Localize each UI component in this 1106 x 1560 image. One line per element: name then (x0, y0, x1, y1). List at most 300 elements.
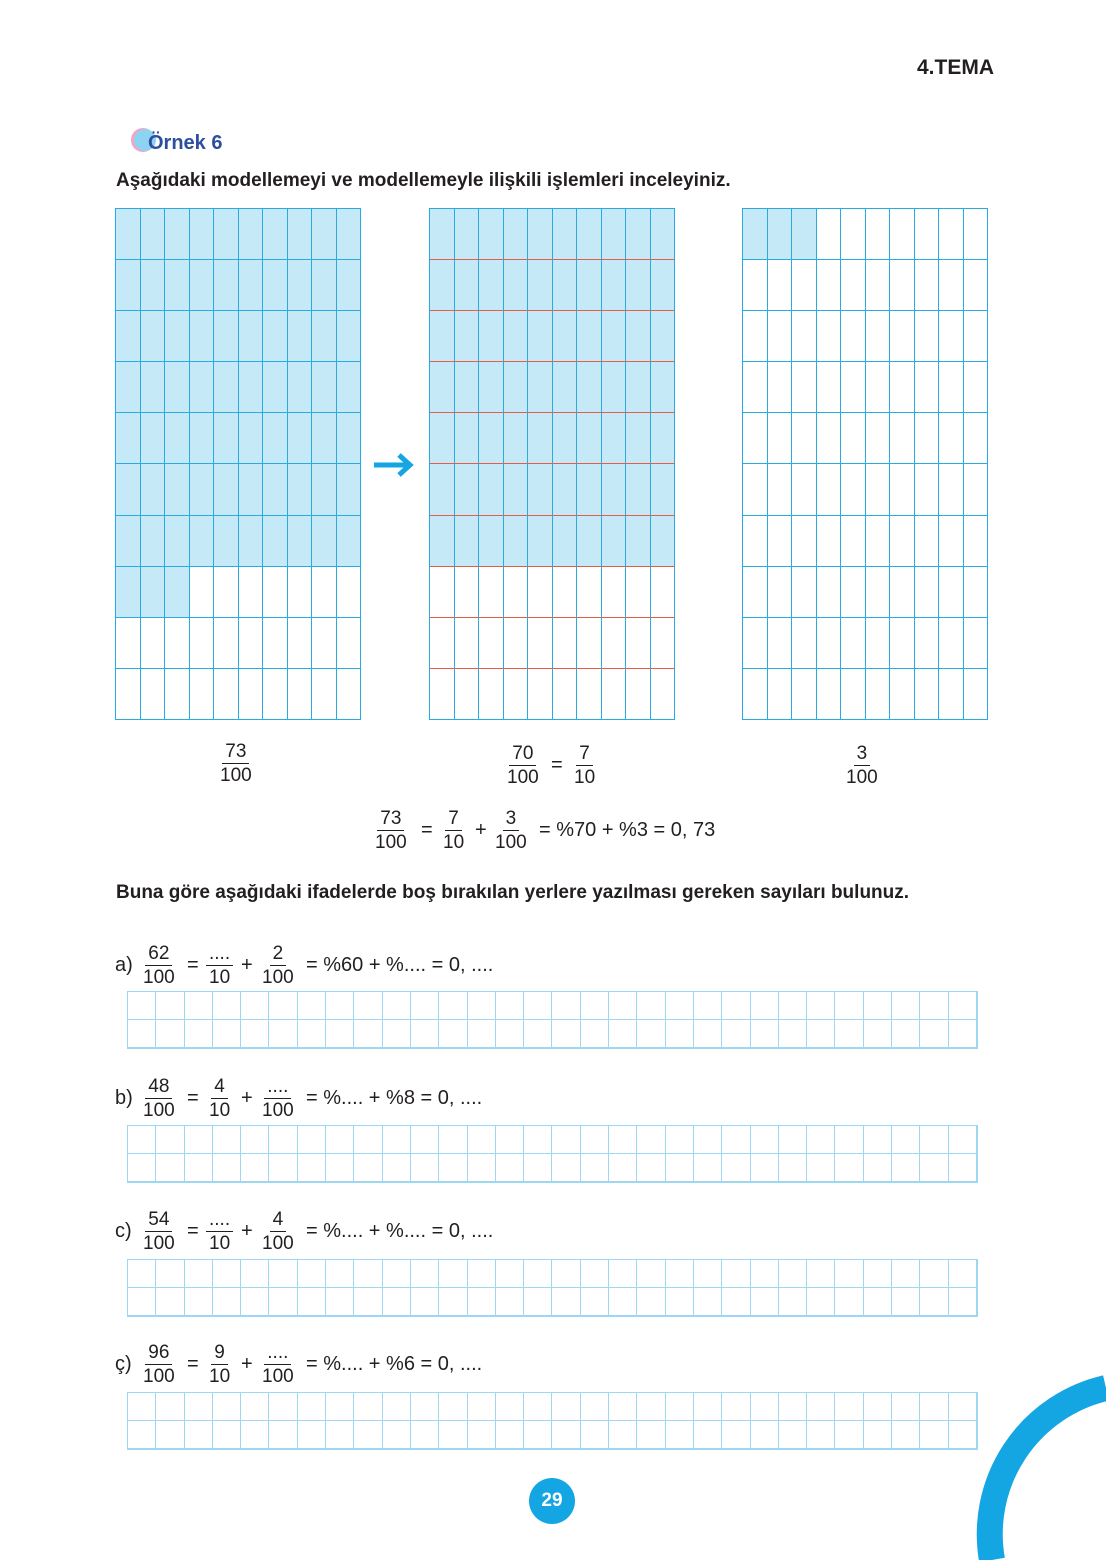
answer-cell[interactable] (892, 1288, 920, 1316)
model-cell (792, 209, 817, 260)
answer-cell[interactable] (383, 1154, 411, 1182)
model-cell (141, 464, 166, 515)
model-cell (841, 464, 866, 515)
answer-cell[interactable] (411, 1260, 439, 1288)
answer-cell[interactable] (807, 1393, 835, 1421)
answer-cell[interactable] (496, 992, 524, 1020)
model-label-3: $\frac{3}{100}$ (846, 743, 878, 788)
model-cell (312, 311, 337, 362)
answer-cell[interactable] (298, 1260, 326, 1288)
answer-cell[interactable] (524, 1288, 552, 1316)
answer-cell[interactable] (581, 992, 609, 1020)
answer-cell[interactable] (128, 1260, 156, 1288)
answer-cell[interactable] (751, 1260, 779, 1288)
answer-cell[interactable] (694, 1288, 722, 1316)
answer-cell[interactable] (609, 1260, 637, 1288)
model-cell (602, 362, 627, 413)
model-cell (214, 413, 239, 464)
model-cell (602, 618, 627, 669)
answer-cell[interactable] (722, 992, 750, 1020)
model-cell (165, 618, 190, 669)
answer-cell[interactable] (609, 1288, 637, 1316)
answer-cell[interactable] (156, 1260, 184, 1288)
answer-grid-c[interactable] (127, 1259, 978, 1317)
answer-cell[interactable] (637, 1393, 665, 1421)
answer-cell[interactable] (298, 1126, 326, 1154)
answer-grid-cc[interactable] (127, 1392, 978, 1450)
model-cell (504, 567, 529, 618)
answer-cell[interactable] (269, 1260, 297, 1288)
answer-cell[interactable] (666, 1020, 694, 1048)
answer-cell[interactable] (213, 1393, 241, 1421)
answer-cell[interactable] (383, 1421, 411, 1449)
exercise-b-equals: = (187, 1087, 199, 1109)
answer-cell[interactable] (835, 1260, 863, 1288)
answer-cell[interactable] (949, 1020, 977, 1048)
answer-cell[interactable] (920, 992, 948, 1020)
answer-cell[interactable] (581, 1421, 609, 1449)
model-cell (841, 209, 866, 260)
answer-cell[interactable] (156, 1288, 184, 1316)
answer-cell[interactable] (468, 992, 496, 1020)
answer-cell[interactable] (468, 1393, 496, 1421)
answer-cell[interactable] (383, 1126, 411, 1154)
model-cell (602, 567, 627, 618)
answer-cell[interactable] (411, 1020, 439, 1048)
answer-cell[interactable] (807, 1020, 835, 1048)
answer-cell[interactable] (892, 1126, 920, 1154)
answer-cell[interactable] (779, 1288, 807, 1316)
answer-cell[interactable] (581, 1154, 609, 1182)
answer-cell[interactable] (949, 1154, 977, 1182)
model-cell (504, 362, 529, 413)
answer-cell[interactable] (411, 1421, 439, 1449)
answer-cell[interactable] (722, 1260, 750, 1288)
answer-cell[interactable] (213, 1421, 241, 1449)
model-cell (263, 669, 288, 720)
answer-cell[interactable] (439, 1288, 467, 1316)
answer-cell[interactable] (581, 1260, 609, 1288)
model-cell (915, 362, 940, 413)
answer-cell[interactable] (354, 1154, 382, 1182)
answer-cell[interactable] (269, 1020, 297, 1048)
answer-cell[interactable] (241, 992, 269, 1020)
answer-cell[interactable] (949, 992, 977, 1020)
answer-cell[interactable] (213, 1288, 241, 1316)
answer-cell[interactable] (269, 1421, 297, 1449)
exercise-a-label: a) (115, 954, 133, 976)
answer-cell[interactable] (383, 1288, 411, 1316)
answer-cell[interactable] (326, 992, 354, 1020)
answer-cell[interactable] (609, 1154, 637, 1182)
answer-cell[interactable] (326, 1393, 354, 1421)
answer-cell[interactable] (552, 1421, 580, 1449)
answer-cell[interactable] (835, 1288, 863, 1316)
answer-cell[interactable] (213, 1154, 241, 1182)
model-cell (479, 209, 504, 260)
answer-cell[interactable] (722, 1020, 750, 1048)
answer-cell[interactable] (298, 1288, 326, 1316)
answer-cell[interactable] (666, 1260, 694, 1288)
answer-cell[interactable] (751, 992, 779, 1020)
answer-cell[interactable] (637, 1154, 665, 1182)
answer-cell[interactable] (949, 1260, 977, 1288)
answer-grid-b[interactable] (127, 1125, 978, 1183)
answer-cell[interactable] (552, 992, 580, 1020)
answer-cell[interactable] (185, 1020, 213, 1048)
model-cell (792, 669, 817, 720)
answer-cell[interactable] (298, 1154, 326, 1182)
answer-cell[interactable] (524, 1421, 552, 1449)
answer-cell[interactable] (298, 1421, 326, 1449)
exercise-c-fraction-3: $\frac{4}{100}$ (262, 1209, 294, 1254)
answer-cell[interactable] (892, 1421, 920, 1449)
answer-cell[interactable] (468, 1020, 496, 1048)
model-cell (479, 260, 504, 311)
answer-cell[interactable] (864, 1260, 892, 1288)
answer-cell[interactable] (581, 1288, 609, 1316)
answer-cell[interactable] (439, 1421, 467, 1449)
answer-cell[interactable] (835, 1421, 863, 1449)
answer-cell[interactable] (326, 1260, 354, 1288)
answer-cell[interactable] (666, 1126, 694, 1154)
answer-cell[interactable] (949, 1288, 977, 1316)
answer-cell[interactable] (241, 1421, 269, 1449)
answer-cell[interactable] (468, 1421, 496, 1449)
answer-cell[interactable] (128, 1288, 156, 1316)
answer-cell[interactable] (694, 1020, 722, 1048)
answer-cell[interactable] (468, 1126, 496, 1154)
answer-cell[interactable] (185, 1260, 213, 1288)
model-cell (890, 362, 915, 413)
answer-cell[interactable] (213, 1126, 241, 1154)
answer-cell[interactable] (751, 1154, 779, 1182)
answer-cell[interactable] (666, 1288, 694, 1316)
model-cell (743, 669, 768, 720)
summary-plus: + (475, 819, 487, 841)
answer-cell[interactable] (637, 1126, 665, 1154)
answer-cell[interactable] (156, 1126, 184, 1154)
answer-cell[interactable] (241, 1020, 269, 1048)
answer-cell[interactable] (835, 1393, 863, 1421)
answer-cell[interactable] (298, 1020, 326, 1048)
model-cell (116, 516, 141, 567)
answer-cell[interactable] (751, 1393, 779, 1421)
answer-cell[interactable] (552, 1288, 580, 1316)
model-cell (337, 311, 362, 362)
answer-cell[interactable] (269, 1288, 297, 1316)
answer-cell[interactable] (524, 1126, 552, 1154)
answer-cell[interactable] (496, 1393, 524, 1421)
answer-cell[interactable] (864, 1126, 892, 1154)
model-cell (651, 260, 676, 311)
answer-cell[interactable] (128, 1020, 156, 1048)
model-cell (553, 669, 578, 720)
answer-cell[interactable] (213, 992, 241, 1020)
answer-cell[interactable] (779, 1421, 807, 1449)
answer-cell[interactable] (892, 1154, 920, 1182)
answer-cell[interactable] (156, 1154, 184, 1182)
answer-cell[interactable] (779, 1020, 807, 1048)
answer-cell[interactable] (637, 992, 665, 1020)
answer-cell[interactable] (751, 1126, 779, 1154)
answer-cell[interactable] (213, 1020, 241, 1048)
answer-cell[interactable] (694, 1126, 722, 1154)
answer-cell[interactable] (779, 992, 807, 1020)
answer-cell[interactable] (185, 1154, 213, 1182)
answer-cell[interactable] (354, 1020, 382, 1048)
answer-cell[interactable] (496, 1260, 524, 1288)
answer-cell[interactable] (892, 1020, 920, 1048)
answer-cell[interactable] (326, 1126, 354, 1154)
answer-cell[interactable] (807, 1288, 835, 1316)
answer-cell[interactable] (439, 1126, 467, 1154)
answer-cell[interactable] (524, 1260, 552, 1288)
answer-cell[interactable] (241, 1288, 269, 1316)
answer-cell[interactable] (468, 1154, 496, 1182)
model-cell (743, 618, 768, 669)
answer-cell[interactable] (185, 992, 213, 1020)
model-cell (651, 209, 676, 260)
answer-cell[interactable] (835, 1126, 863, 1154)
answer-cell[interactable] (552, 1154, 580, 1182)
model-cell (651, 413, 676, 464)
answer-cell[interactable] (864, 1154, 892, 1182)
answer-cell[interactable] (694, 1154, 722, 1182)
answer-cell[interactable] (637, 1260, 665, 1288)
answer-cell[interactable] (524, 1020, 552, 1048)
model-cell (841, 311, 866, 362)
answer-cell[interactable] (269, 992, 297, 1020)
answer-cell[interactable] (156, 1393, 184, 1421)
answer-cell[interactable] (411, 992, 439, 1020)
answer-cell[interactable] (892, 1260, 920, 1288)
model-cell (337, 618, 362, 669)
answer-cell[interactable] (354, 1393, 382, 1421)
answer-cell[interactable] (581, 1126, 609, 1154)
answer-cell[interactable] (609, 992, 637, 1020)
answer-cell[interactable] (807, 1260, 835, 1288)
answer-cell[interactable] (439, 1154, 467, 1182)
answer-cell[interactable] (156, 1421, 184, 1449)
model-cell (312, 464, 337, 515)
answer-cell[interactable] (269, 1393, 297, 1421)
answer-cell[interactable] (496, 1154, 524, 1182)
model-cell (214, 669, 239, 720)
model-cell (817, 260, 842, 311)
answer-cell[interactable] (581, 1393, 609, 1421)
answer-cell[interactable] (185, 1126, 213, 1154)
answer-cell[interactable] (496, 1020, 524, 1048)
answer-cell[interactable] (637, 1288, 665, 1316)
answer-cell[interactable] (920, 1154, 948, 1182)
answer-cell[interactable] (807, 1126, 835, 1154)
answer-cell[interactable] (722, 1126, 750, 1154)
answer-cell[interactable] (694, 1260, 722, 1288)
answer-cell[interactable] (354, 1126, 382, 1154)
answer-cell[interactable] (241, 1126, 269, 1154)
model-cell (165, 464, 190, 515)
answer-cell[interactable] (185, 1393, 213, 1421)
answer-cell[interactable] (920, 1421, 948, 1449)
answer-cell[interactable] (666, 1154, 694, 1182)
answer-cell[interactable] (468, 1288, 496, 1316)
answer-cell[interactable] (835, 992, 863, 1020)
answer-cell[interactable] (439, 1260, 467, 1288)
answer-cell[interactable] (864, 1288, 892, 1316)
answer-cell[interactable] (383, 1020, 411, 1048)
model-cell (939, 209, 964, 260)
answer-cell[interactable] (892, 1393, 920, 1421)
answer-cell[interactable] (920, 1020, 948, 1048)
answer-cell[interactable] (609, 1020, 637, 1048)
answer-cell[interactable] (920, 1260, 948, 1288)
exercise-a-fraction-1: $\frac{62}{100}$ (143, 943, 175, 988)
answer-cell[interactable] (439, 1020, 467, 1048)
answer-cell[interactable] (185, 1421, 213, 1449)
answer-cell[interactable] (920, 1393, 948, 1421)
answer-cell[interactable] (666, 1393, 694, 1421)
answer-cell[interactable] (269, 1154, 297, 1182)
answer-cell[interactable] (779, 1126, 807, 1154)
answer-cell[interactable] (637, 1020, 665, 1048)
answer-grid-a[interactable] (127, 991, 978, 1049)
answer-cell[interactable] (751, 1020, 779, 1048)
answer-cell[interactable] (326, 1288, 354, 1316)
answer-cell[interactable] (552, 1393, 580, 1421)
answer-cell[interactable] (354, 1421, 382, 1449)
answer-cell[interactable] (496, 1126, 524, 1154)
answer-cell[interactable] (807, 992, 835, 1020)
answer-cell[interactable] (779, 1154, 807, 1182)
answer-cell[interactable] (496, 1288, 524, 1316)
model-cell (817, 362, 842, 413)
answer-cell[interactable] (439, 1393, 467, 1421)
answer-cell[interactable] (864, 992, 892, 1020)
answer-cell[interactable] (666, 992, 694, 1020)
answer-cell[interactable] (524, 992, 552, 1020)
model-cell (768, 618, 793, 669)
answer-cell[interactable] (185, 1288, 213, 1316)
answer-cell[interactable] (864, 1020, 892, 1048)
answer-cell[interactable] (807, 1421, 835, 1449)
answer-cell[interactable] (354, 1288, 382, 1316)
answer-cell[interactable] (156, 1020, 184, 1048)
model-cell (651, 567, 676, 618)
answer-cell[interactable] (524, 1393, 552, 1421)
answer-cell[interactable] (128, 992, 156, 1020)
answer-cell[interactable] (552, 1260, 580, 1288)
answer-cell[interactable] (128, 1154, 156, 1182)
answer-cell[interactable] (241, 1393, 269, 1421)
answer-cell[interactable] (411, 1393, 439, 1421)
model-cell (239, 260, 264, 311)
answer-cell[interactable] (439, 992, 467, 1020)
answer-cell[interactable] (864, 1393, 892, 1421)
answer-cell[interactable] (694, 1393, 722, 1421)
model-cell (626, 516, 651, 567)
answer-cell[interactable] (298, 1393, 326, 1421)
model-cell (479, 413, 504, 464)
model-cell (602, 464, 627, 515)
answer-cell[interactable] (552, 1020, 580, 1048)
answer-cell[interactable] (949, 1126, 977, 1154)
answer-cell[interactable] (524, 1154, 552, 1182)
answer-cell[interactable] (920, 1288, 948, 1316)
answer-cell[interactable] (411, 1154, 439, 1182)
answer-cell[interactable] (920, 1126, 948, 1154)
answer-cell[interactable] (354, 1260, 382, 1288)
exercise-cc-fraction-2: $\frac{9}{10}$ (209, 1342, 231, 1387)
answer-cell[interactable] (326, 1154, 354, 1182)
model-cell (768, 209, 793, 260)
answer-cell[interactable] (609, 1126, 637, 1154)
answer-cell[interactable] (552, 1126, 580, 1154)
answer-cell[interactable] (751, 1421, 779, 1449)
model-cell (116, 260, 141, 311)
answer-cell[interactable] (128, 1126, 156, 1154)
model-cell (190, 618, 215, 669)
answer-cell[interactable] (722, 1421, 750, 1449)
answer-cell[interactable] (609, 1421, 637, 1449)
model-cell (626, 669, 651, 720)
answer-cell[interactable] (609, 1393, 637, 1421)
model-cell (190, 516, 215, 567)
answer-cell[interactable] (581, 1020, 609, 1048)
answer-cell[interactable] (298, 992, 326, 1020)
answer-cell[interactable] (779, 1393, 807, 1421)
answer-cell[interactable] (835, 1020, 863, 1048)
model-cell (263, 413, 288, 464)
answer-cell[interactable] (383, 1393, 411, 1421)
answer-cell[interactable] (722, 1393, 750, 1421)
answer-cell[interactable] (269, 1126, 297, 1154)
model-cell (337, 209, 362, 260)
answer-cell[interactable] (411, 1126, 439, 1154)
answer-cell[interactable] (241, 1260, 269, 1288)
answer-cell[interactable] (213, 1260, 241, 1288)
answer-cell[interactable] (892, 992, 920, 1020)
answer-cell[interactable] (128, 1421, 156, 1449)
answer-cell[interactable] (496, 1421, 524, 1449)
answer-cell[interactable] (156, 992, 184, 1020)
answer-cell[interactable] (383, 992, 411, 1020)
answer-cell[interactable] (722, 1154, 750, 1182)
answer-cell[interactable] (326, 1020, 354, 1048)
answer-cell[interactable] (807, 1154, 835, 1182)
answer-cell[interactable] (383, 1260, 411, 1288)
answer-cell[interactable] (637, 1421, 665, 1449)
answer-cell[interactable] (468, 1260, 496, 1288)
answer-cell[interactable] (326, 1421, 354, 1449)
model-cell (504, 209, 529, 260)
answer-cell[interactable] (779, 1260, 807, 1288)
answer-cell[interactable] (722, 1288, 750, 1316)
answer-cell[interactable] (835, 1154, 863, 1182)
answer-cell[interactable] (751, 1288, 779, 1316)
answer-cell[interactable] (241, 1154, 269, 1182)
answer-cell[interactable] (666, 1421, 694, 1449)
answer-cell[interactable] (128, 1393, 156, 1421)
answer-cell[interactable] (354, 992, 382, 1020)
model-cell (577, 209, 602, 260)
answer-cell[interactable] (864, 1421, 892, 1449)
model-cell (553, 464, 578, 515)
question-text: Buna göre aşağıdaki ifadelerde boş bırakılan yerlere yazılması gereken sayıları bulunuz. (116, 882, 910, 903)
answer-cell[interactable] (411, 1288, 439, 1316)
answer-cell[interactable] (694, 992, 722, 1020)
answer-cell[interactable] (694, 1421, 722, 1449)
